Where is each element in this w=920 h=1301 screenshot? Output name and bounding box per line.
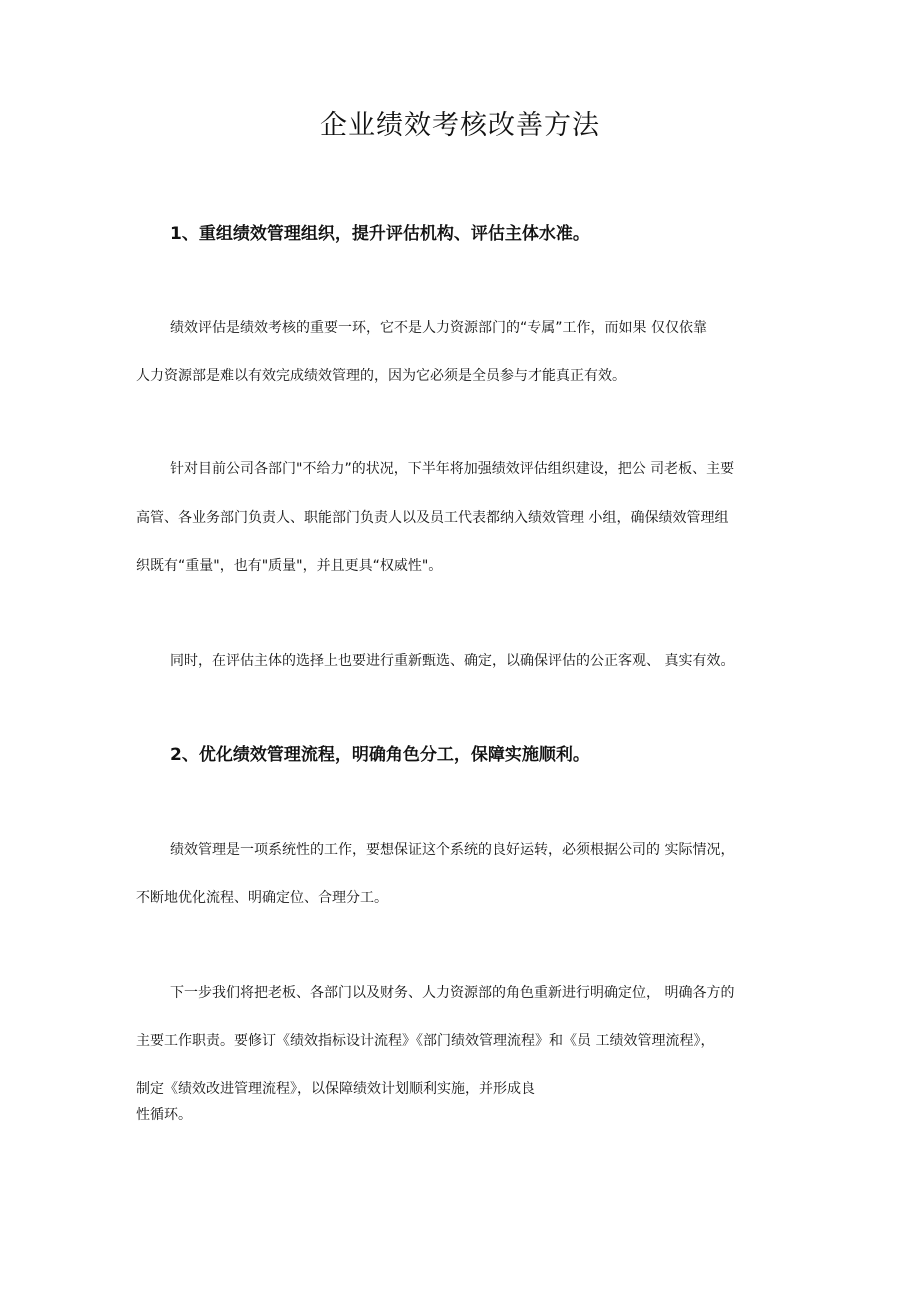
section-1-paragraph-2-line-1: 针对目前公司各部门"不给力”的状况，下半年将加强绩效评估组织建设，把公 司老板、主要 [170, 461, 735, 477]
section-1-paragraph-1-line-1: 绩效评估是绩效考核的重要一环，它不是人力资源部门的“专属”工作，而如果 仅仅依靠 [170, 320, 707, 336]
section-2-paragraph-2-line-2: 主要工作职责。要修订《绩效指标设计流程》《部门绩效管理流程》和《员 工绩效管理流程》， [136, 1033, 715, 1049]
section-1-paragraph-2-line-3: 织既有“重量"，也有"质量"，并且更具“权威性"。 [136, 558, 443, 574]
section-2-paragraph-1-line-2: 不断地优化流程、明确定位、合理分工。 [136, 890, 388, 906]
section-2-paragraph-2-line-3: 制定《绩效改进管理流程》，以保障绩效计划顺利实施，并形成良 [136, 1081, 535, 1097]
section-1-paragraph-1-line-2: 人力资源部是难以有效完成绩效管理的，因为它必须是全员参与才能真正有效。 [136, 368, 626, 384]
section-1-paragraph-2-line-2: 高管、各业务部门负责人、职能部门负责人以及员工代表都纳入绩效管理 小组，确保绩效管理组 [136, 510, 729, 526]
document-title: 企业绩效考核改善方法 [320, 110, 600, 141]
section-1-paragraph-3-line-1: 同时，在评估主体的选择上也要进行重新甄选、确定，以确保评估的公正客观、 真实有效。 [170, 653, 735, 669]
section-2-paragraph-1-line-1: 绩效管理是一项系统性的工作，要想保证这个系统的良好运转，必须根据公司的 实际情况， [170, 842, 735, 858]
section-2-paragraph-2-line-4: 性循环。 [136, 1107, 192, 1123]
section-2-paragraph-2-line-1: 下一步我们将把老板、各部门以及财务、人力资源部的角色重新进行明确定位， 明确各方的 [170, 985, 735, 1001]
section-2-heading: 2、优化绩效管理流程，明确角色分工，保障实施顺利。 [170, 745, 590, 765]
section-1-heading: 1、重组绩效管理组织，提升评估机构、评估主体水准。 [170, 224, 590, 244]
